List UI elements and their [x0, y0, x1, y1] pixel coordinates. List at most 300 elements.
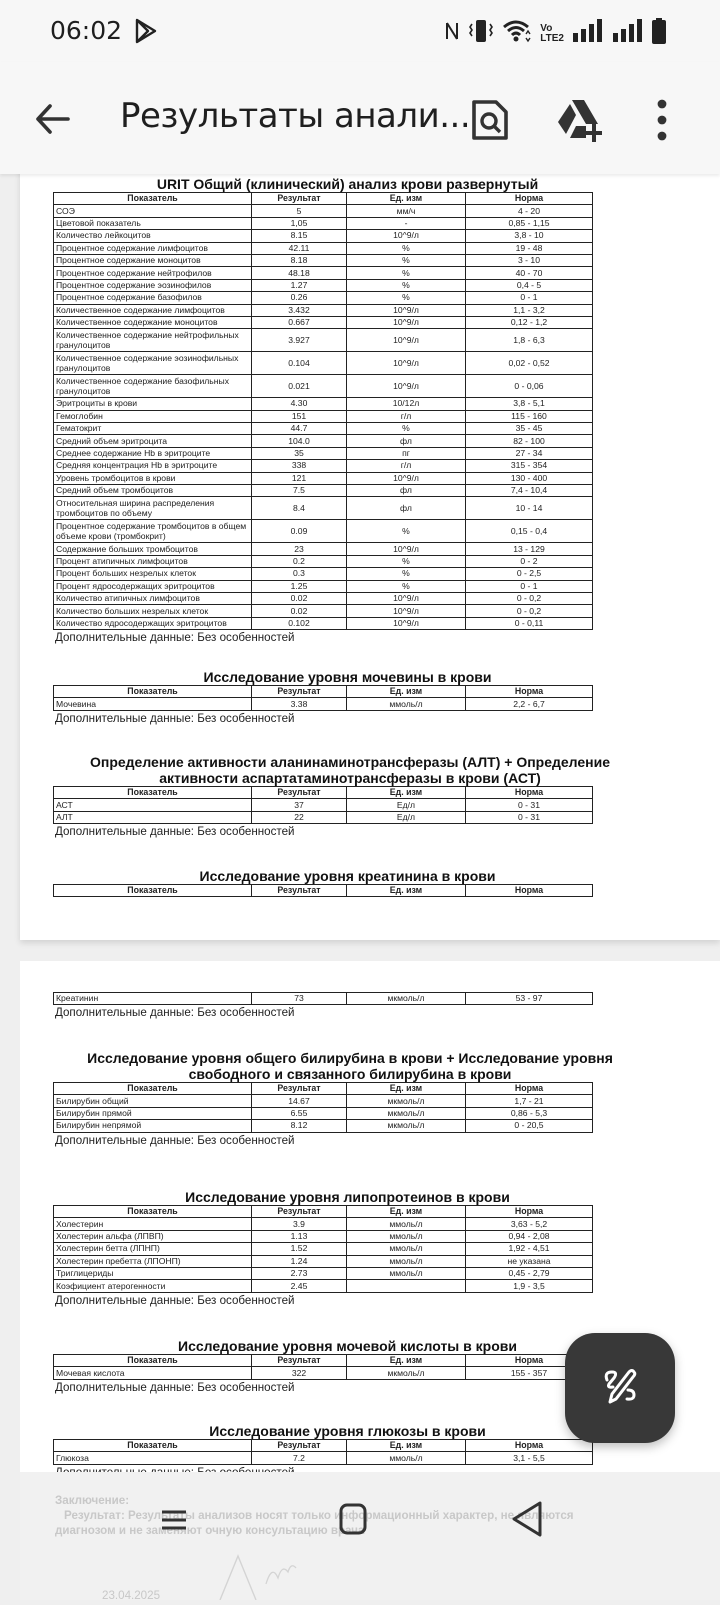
search-document-icon [470, 129, 510, 146]
result-cell: 0.09 [252, 520, 347, 543]
unit-cell: 10^9/л [347, 472, 466, 484]
col-header: Показатель [54, 885, 252, 897]
col-header: Результат [252, 787, 347, 799]
table-row [54, 1280, 593, 1292]
indicator-cell: Процентное содержание моноцитов [54, 254, 252, 266]
norm-cell: 19 - 48 [466, 242, 593, 254]
indicator-cell: Количество атипичных лимфоцитов [54, 592, 252, 604]
section-cbc [20, 176, 720, 644]
result-cell: 0.02 [252, 592, 347, 604]
norm-cell: 0 - 2 [466, 555, 593, 567]
result-cell: 7.5 [252, 485, 347, 497]
col-header: Ед. изм [347, 1206, 466, 1218]
table-row [54, 279, 593, 291]
results-table-glucose [53, 1439, 593, 1465]
norm-cell: 1,92 - 4,51 [466, 1243, 593, 1255]
table-row [54, 1230, 593, 1242]
col-header: Показатель [54, 1440, 252, 1452]
recents-button[interactable] [158, 1504, 190, 1541]
norm-cell: 0 - 0,2 [466, 592, 593, 604]
result-cell: 73 [252, 993, 347, 1005]
result-cell: 48.18 [252, 267, 347, 279]
home-icon [338, 1523, 368, 1540]
unit-cell: г/л [347, 460, 466, 472]
col-header: Результат [252, 1440, 347, 1452]
unit-cell: мкмоль/л [347, 1120, 466, 1132]
norm-cell: 0 - 2,5 [466, 568, 593, 580]
section-lipoproteins [20, 1189, 720, 1307]
table-row [54, 329, 593, 352]
table-row [54, 410, 593, 422]
norm-cell: 0,45 - 2,79 [466, 1267, 593, 1279]
indicator-cell: Цветовой показатель [54, 217, 252, 229]
indicator-cell: Билирубин непрямой [54, 1120, 252, 1132]
section-title: Исследование уровня глюкозы в крови [209, 1423, 486, 1439]
table-row [54, 460, 593, 472]
unit-cell: фл [347, 435, 466, 447]
table-row [54, 1452, 593, 1464]
col-header: Ед. изм [347, 1355, 466, 1367]
col-header: Ед. изм [347, 686, 466, 698]
back-button[interactable] [30, 96, 76, 142]
unit-cell: % [347, 555, 466, 567]
col-header: Показатель [54, 1083, 252, 1095]
norm-cell: 3,8 - 5,1 [466, 398, 593, 410]
section-title-line2: активности аспартатаминотрансферазы в крови (АСТ) [159, 770, 541, 786]
result-cell: 0.104 [252, 352, 347, 375]
battery-icon [652, 18, 666, 49]
indicator-cell: Процент атипичных лимфоцитов [54, 555, 252, 567]
norm-cell: 3,8 - 10 [466, 230, 593, 242]
norm-cell: 4 - 20 [466, 205, 593, 217]
result-cell: 1.25 [252, 580, 347, 592]
draw-annotate-icon [598, 1364, 642, 1413]
result-cell: 35 [252, 447, 347, 459]
norm-cell: 1,7 - 21 [466, 1095, 593, 1107]
table-row [54, 254, 593, 266]
norm-cell: 0,12 - 1,2 [466, 316, 593, 328]
col-header: Результат [252, 686, 347, 698]
result-cell: 42.11 [252, 242, 347, 254]
table-row [54, 352, 593, 375]
norm-cell: 0 - 1 [466, 292, 593, 304]
norm-cell: 0 - 0,11 [466, 617, 593, 629]
unit-cell: % [347, 242, 466, 254]
norm-cell: 0,85 - 1,15 [466, 217, 593, 229]
indicator-cell: Количественное содержание моноцитов [54, 316, 252, 328]
table-row [54, 1255, 593, 1267]
result-cell: 1.24 [252, 1255, 347, 1267]
col-header: Ед. изм [347, 885, 466, 897]
result-cell: 14.67 [252, 1095, 347, 1107]
result-cell: 0.2 [252, 555, 347, 567]
table-row [54, 799, 593, 811]
col-header: Результат [252, 885, 347, 897]
unit-cell: 10^9/л [347, 592, 466, 604]
indicator-cell: Среднее содержание Hb в эритроците [54, 447, 252, 459]
result-cell: 0.021 [252, 375, 347, 398]
table-row [54, 447, 593, 459]
unit-cell: 10^9/л [347, 352, 466, 375]
result-cell: 0.26 [252, 292, 347, 304]
table-row [54, 292, 593, 304]
conclusion-line2: диагнозом и не заменяют очную консультацию врача [55, 1524, 365, 1537]
col-header: Норма [466, 686, 593, 698]
col-header: Норма [466, 1083, 593, 1095]
indicator-cell: СОЭ [54, 205, 252, 217]
unit-cell: фл [347, 485, 466, 497]
norm-cell: 2,2 - 6,7 [466, 698, 593, 710]
unit-cell: % [347, 423, 466, 435]
results-table-cbc [53, 192, 593, 630]
unit-cell [347, 1280, 466, 1292]
indicator-cell: Гематокрит [54, 423, 252, 435]
conclusion-date: 23.04.2025 [102, 1589, 161, 1602]
indicator-cell: Процентное содержание эозинофилов [54, 279, 252, 291]
norm-cell: 0,15 - 0,4 [466, 520, 593, 543]
table-row [54, 304, 593, 316]
section-creatinine [20, 868, 720, 897]
unit-cell: ммоль/л [347, 1243, 466, 1255]
unit-cell: мкмоль/л [347, 993, 466, 1005]
norm-cell: 130 - 400 [466, 472, 593, 484]
unit-cell: мкмоль/л [347, 1367, 466, 1379]
table-row [54, 472, 593, 484]
indicator-cell: Холестерин альфа (ЛПВП) [54, 1230, 252, 1242]
indicator-cell: АСТ [54, 799, 252, 811]
result-cell: 8.15 [252, 230, 347, 242]
result-cell: 8.18 [252, 254, 347, 266]
result-cell: 1.27 [252, 279, 347, 291]
table-row [54, 398, 593, 410]
nfc-icon [444, 20, 460, 47]
result-cell: 151 [252, 410, 347, 422]
result-cell: 1.52 [252, 1243, 347, 1255]
indicator-cell: Креатинин [54, 993, 252, 1005]
unit-cell: 10^9/л [347, 316, 466, 328]
norm-cell: 115 - 160 [466, 410, 593, 422]
table-row [54, 592, 593, 604]
unit-cell: % [347, 279, 466, 291]
results-table-bilirubin [53, 1082, 593, 1133]
indicator-cell: Средний объем эритроцита [54, 435, 252, 447]
norm-cell: 3 - 10 [466, 254, 593, 266]
table-row [54, 580, 593, 592]
table-row [54, 230, 593, 242]
additional-data: Дополнительные данные: Без особенностей [55, 1133, 295, 1147]
result-cell: 104.0 [252, 435, 347, 447]
results-table-lipoproteins [53, 1205, 593, 1293]
indicator-cell: Билирубин прямой [54, 1107, 252, 1119]
table-row [54, 267, 593, 279]
unit-cell: мм/ч [347, 205, 466, 217]
table-row [54, 375, 593, 398]
indicator-cell: Количество больших незрелых клеток [54, 605, 252, 617]
col-header: Ед. изм [347, 1440, 466, 1452]
indicator-cell: Билирубин общий [54, 1095, 252, 1107]
norm-cell: 0 - 1 [466, 580, 593, 592]
indicator-cell: Количественное содержание эозинофильных гранулоцитов [54, 352, 252, 375]
col-header: Показатель [54, 1206, 252, 1218]
result-cell: 3.927 [252, 329, 347, 352]
indicator-cell: Средняя концентрация Hb в эритроците [54, 460, 252, 472]
section-title: URIT Общий (клинический) анализ крови развернутый [156, 176, 539, 192]
norm-cell: не указана [466, 1255, 593, 1267]
norm-cell: 27 - 34 [466, 447, 593, 459]
norm-cell: 0 - 31 [466, 799, 593, 811]
norm-cell: 315 - 354 [466, 460, 593, 472]
norm-cell: 1,8 - 6,3 [466, 329, 593, 352]
result-cell: 0.102 [252, 617, 347, 629]
norm-cell: 0,94 - 2,08 [466, 1230, 593, 1242]
norm-cell: 0,4 - 5 [466, 279, 593, 291]
indicator-cell: Процентное содержание нейтрофилов [54, 267, 252, 279]
table-row [54, 520, 593, 543]
result-cell: 2.73 [252, 1267, 347, 1279]
table-row [54, 1243, 593, 1255]
additional-data: Дополнительные данные: Без особенностей [55, 825, 295, 839]
more-vert-icon [654, 129, 670, 146]
app-bar [0, 62, 720, 174]
table-row [54, 242, 593, 254]
results-table-creatinine [53, 992, 593, 1005]
indicator-cell: Количественное содержание нейтрофильных гранулоцитов [54, 329, 252, 352]
stamp-icon [210, 1554, 300, 1605]
additional-data: Дополнительные данные: Без особенностей [55, 1380, 295, 1394]
unit-cell: 10^9/л [347, 617, 466, 629]
home-button[interactable] [338, 1502, 368, 1541]
annotate-fab-button[interactable] [565, 1333, 675, 1443]
table-row [54, 1218, 593, 1230]
additional-data: Дополнительные данные: Без особенностей [55, 711, 295, 725]
conclusion-label: Заключение: [55, 1494, 130, 1507]
norm-cell: 10 - 14 [466, 497, 593, 520]
table-row [54, 1095, 593, 1107]
result-cell: 0.3 [252, 568, 347, 580]
indicator-cell: Средний объем тромбоцитов [54, 485, 252, 497]
table-row [54, 423, 593, 435]
result-cell: 22 [252, 811, 347, 823]
table-row [54, 543, 593, 555]
indicator-cell: Количество ядросодержащих эритроцитов [54, 617, 252, 629]
col-header: Результат [252, 1083, 347, 1095]
unit-cell: ммоль/л [347, 1452, 466, 1464]
table-row [54, 205, 593, 217]
indicator-cell: Холестерин пребетта (ЛПОНП) [54, 1255, 252, 1267]
result-cell: 3.38 [252, 698, 347, 710]
norm-cell: 82 - 100 [466, 435, 593, 447]
result-cell: 0.02 [252, 605, 347, 617]
norm-cell: 0 - 20,5 [466, 1120, 593, 1132]
norm-cell: 7,4 - 10,4 [466, 485, 593, 497]
indicator-cell: Процентное содержание лимфоцитов [54, 242, 252, 254]
indicator-cell: Мочевина [54, 698, 252, 710]
indicator-cell: Процентное содержание базофилов [54, 292, 252, 304]
indicator-cell: Глюкоза [54, 1452, 252, 1464]
indicator-cell: Триглицериды [54, 1267, 252, 1279]
table-row [54, 993, 593, 1005]
col-header: Показатель [54, 1355, 252, 1367]
add-to-drive-button[interactable] [556, 98, 604, 142]
indicator-cell: Мочевая кислота [54, 1367, 252, 1379]
indicator-cell: Холестерин бетта (ЛПНП) [54, 1243, 252, 1255]
result-cell: 7.2 [252, 1452, 347, 1464]
unit-cell: мкмоль/л [347, 1095, 466, 1107]
additional-data: Дополнительные данные: Без особенностей [55, 1006, 295, 1020]
norm-cell: 0 - 0,06 [466, 375, 593, 398]
result-cell: 121 [252, 472, 347, 484]
unit-cell: 10^9/л [347, 230, 466, 242]
section-creatinine-cont [20, 992, 720, 1019]
signal1-icon [572, 19, 604, 48]
nav-back-button[interactable] [510, 1500, 544, 1543]
unit-cell: % [347, 520, 466, 543]
table-row [54, 316, 593, 328]
result-cell: 23 [252, 543, 347, 555]
unit-cell: - [347, 217, 466, 229]
unit-cell: % [347, 267, 466, 279]
table-row [54, 555, 593, 567]
col-header: Результат [252, 1206, 347, 1218]
col-header: Норма [466, 787, 593, 799]
result-cell: 338 [252, 460, 347, 472]
results-table-urea [53, 685, 593, 711]
col-header: Показатель [54, 686, 252, 698]
section-title: Исследование уровня мочевины в крови [203, 669, 492, 685]
col-header: Результат [252, 193, 347, 205]
col-header: Норма [466, 1206, 593, 1218]
section-title: Исследование уровня мочевой кислоты в крови [178, 1338, 517, 1354]
indicator-cell: Уровень тромбоцитов в крови [54, 472, 252, 484]
result-cell: 5 [252, 205, 347, 217]
table-row [54, 1107, 593, 1119]
result-cell: 6.55 [252, 1107, 347, 1119]
norm-cell: 0,86 - 5,3 [466, 1107, 593, 1119]
norm-cell: 1,1 - 3,2 [466, 304, 593, 316]
signal2-icon [612, 19, 644, 48]
indicator-cell: Содержание больших тромбоцитов [54, 543, 252, 555]
results-table-uric-acid [53, 1354, 593, 1380]
norm-cell: 3,63 - 5,2 [466, 1218, 593, 1230]
unit-cell: % [347, 254, 466, 266]
system-nav-bar [0, 1490, 720, 1550]
unit-cell: 10^9/л [347, 304, 466, 316]
section-bilirubin [20, 1050, 720, 1147]
col-header: Норма [466, 1355, 593, 1367]
more-options-button[interactable] [654, 98, 670, 142]
table-row [54, 435, 593, 447]
indicator-cell: Процентное содержание тромбоцитов в общем объеме крови (тромбокрит) [54, 520, 252, 543]
result-cell: 2.45 [252, 1280, 347, 1292]
indicator-cell: Относительная ширина распределения тромбоцитов по объему [54, 497, 252, 520]
unit-cell: 10^9/л [347, 375, 466, 398]
result-cell: 37 [252, 799, 347, 811]
norm-cell: 0,02 - 0,52 [466, 352, 593, 375]
col-header: Норма [466, 885, 593, 897]
results-table-alt-ast [53, 786, 593, 824]
unit-cell: пг [347, 447, 466, 459]
indicator-cell: Холестерин [54, 1218, 252, 1230]
section-title-line1: Определение активности аланинаминотрансферазы (АЛТ) + Определение [89, 754, 611, 770]
table-row [54, 605, 593, 617]
norm-cell: 1,9 - 3,5 [466, 1280, 593, 1292]
col-header: Ед. изм [347, 193, 466, 205]
vibrate-icon [468, 18, 494, 49]
table-row [54, 485, 593, 497]
conclusion-line1: Результат: Результаты анализов носят только информационный характер, не являются [64, 1509, 574, 1522]
unit-cell: % [347, 292, 466, 304]
indicator-cell: Процент ядросодержащих эритроцитов [54, 580, 252, 592]
status-icons [444, 18, 666, 49]
play-store-icon [134, 18, 158, 49]
result-cell: 322 [252, 1367, 347, 1379]
indicator-cell: Количественное содержание лимфоцитов [54, 304, 252, 316]
norm-cell: 0 - 0,2 [466, 605, 593, 617]
document-title: Результаты анали... [120, 96, 471, 136]
table-row [54, 497, 593, 520]
search-in-document-button[interactable] [470, 98, 510, 142]
col-header: Норма [466, 1440, 593, 1452]
section-title: Исследование уровня липопротеинов в крови [185, 1189, 510, 1205]
section-title: Исследование уровня креатинина в крови [199, 868, 496, 884]
result-cell: 1.13 [252, 1230, 347, 1242]
unit-cell: ммоль/л [347, 1267, 466, 1279]
unit-cell: 10^9/л [347, 605, 466, 617]
norm-cell: 155 - 357 [466, 1367, 593, 1379]
norm-cell: 35 - 45 [466, 423, 593, 435]
table-row [54, 698, 593, 710]
section-alt-ast [20, 754, 720, 838]
indicator-cell: Коэфициент атерогенности [54, 1280, 252, 1292]
result-cell: 44.7 [252, 423, 347, 435]
norm-cell: 13 - 129 [466, 543, 593, 555]
result-cell: 3.9 [252, 1218, 347, 1230]
results-table-creatinine-header [53, 884, 593, 897]
wifi-icon [502, 18, 532, 49]
table-row [54, 1120, 593, 1132]
volte2-icon: Vo LTE2 [540, 22, 564, 44]
unit-cell: 10^9/л [347, 543, 466, 555]
indicator-cell: Гемоглобин [54, 410, 252, 422]
indicator-cell: Количество лейкоцитов [54, 230, 252, 242]
unit-cell: % [347, 568, 466, 580]
arrow-left-icon [30, 129, 76, 146]
unit-cell: ммоль/л [347, 1255, 466, 1267]
unit-cell: г/л [347, 410, 466, 422]
col-header: Показатель [54, 787, 252, 799]
additional-data: Дополнительные данные: Без особенностей [55, 1293, 295, 1307]
unit-cell: % [347, 580, 466, 592]
unit-cell: Ед/л [347, 811, 466, 823]
unit-cell: 10^9/л [347, 329, 466, 352]
result-cell: 3.432 [252, 304, 347, 316]
result-cell: 8.12 [252, 1120, 347, 1132]
unit-cell: 10/12л [347, 398, 466, 410]
unit-cell: ммоль/л [347, 1230, 466, 1242]
additional-data: Дополнительные данные: Без особенностей [55, 631, 295, 645]
indicator-cell: Эритроциты в крови [54, 398, 252, 410]
table-row [54, 1267, 593, 1279]
norm-cell: 0 - 31 [466, 811, 593, 823]
col-header: Показатель [54, 193, 252, 205]
status-bar [0, 0, 720, 62]
norm-cell: 53 - 97 [466, 993, 593, 1005]
table-row [54, 1367, 593, 1379]
pdf-page-1 [20, 174, 720, 940]
unit-cell: фл [347, 497, 466, 520]
col-header: Ед. изм [347, 1083, 466, 1095]
result-cell: 4.30 [252, 398, 347, 410]
